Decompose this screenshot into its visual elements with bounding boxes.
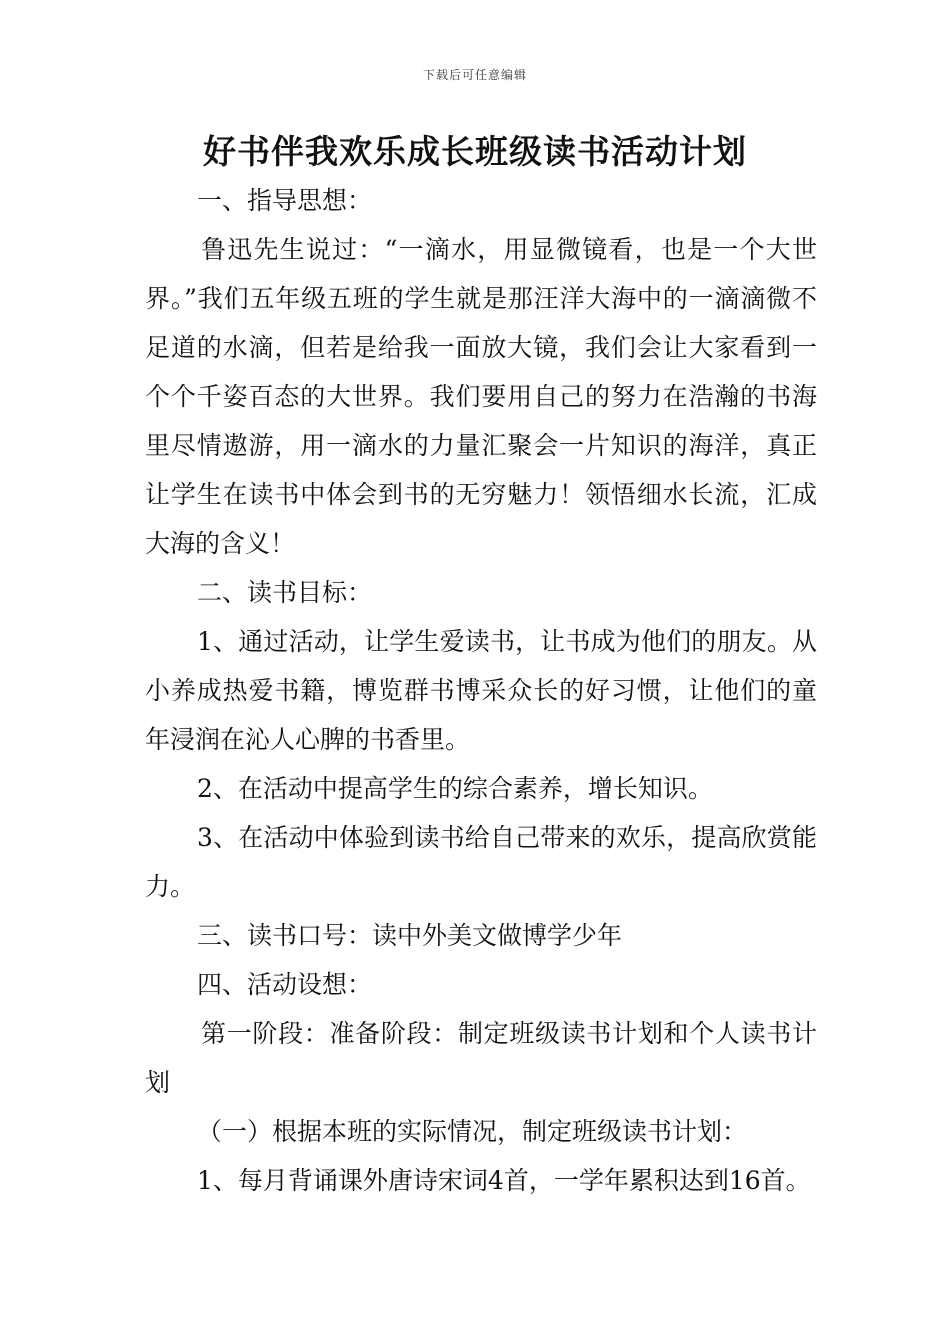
document-body	[145, 176, 817, 1205]
section-heading-guiding-thought: 一、指导思想：	[197, 186, 373, 215]
stage-one-paragraph: 第一阶段：准备阶段：制定班级读书计划和个人读书计划	[145, 1019, 817, 1097]
section-heading-activity-plan: 四、活动设想：	[197, 970, 373, 999]
section-heading-reading-slogan: 三、读书口号：读中外美文做博学少年	[197, 921, 623, 950]
plan-item-1: 1、每月背诵课外唐诗宋词4首，一学年累积达到16首。	[197, 1166, 811, 1195]
stage-one-subheading: （一）根据本班的实际情况，制定班级读书计划：	[197, 1117, 748, 1146]
goal-item-1: 1、通过活动，让学生爱读书，让书成为他们的朋友。从小养成热爱书籍，博览群书博采众长的好习惯，让他们的童年浸润在沁人心脾的书香里。	[145, 627, 817, 754]
goal-item-2: 2、在活动中提高学生的综合素养，增长知识。	[197, 774, 713, 803]
goal-item-3: 3、在活动中体验到读书给自己带来的欢乐，提高欣赏能力。	[145, 823, 817, 901]
section-heading-reading-goals: 二、读书目标：	[197, 578, 373, 607]
header-note: 下载后可任意编辑	[422, 68, 527, 82]
paragraph-guiding-thought: 鲁迅先生说过：“一滴水，用显微镜看，也是一个大世界。”我们五年级五班的学生就是那汪洋大海中的一滴滴微不足道的水滴，但若是给我一面放大镜，我们会让大家看到一个个千姿百态的大世界。我们要用自己的努力在浩瀚的书海里尽情遨游，用一滴水的力量汇聚会一片知识的海洋，真正让学生在读书中体会到书的无穷魅力！领悟细水长流，汇成大海的含义！	[145, 235, 817, 558]
document-title: 好书伴我欢乐成长班级读书活动计划	[203, 132, 747, 171]
